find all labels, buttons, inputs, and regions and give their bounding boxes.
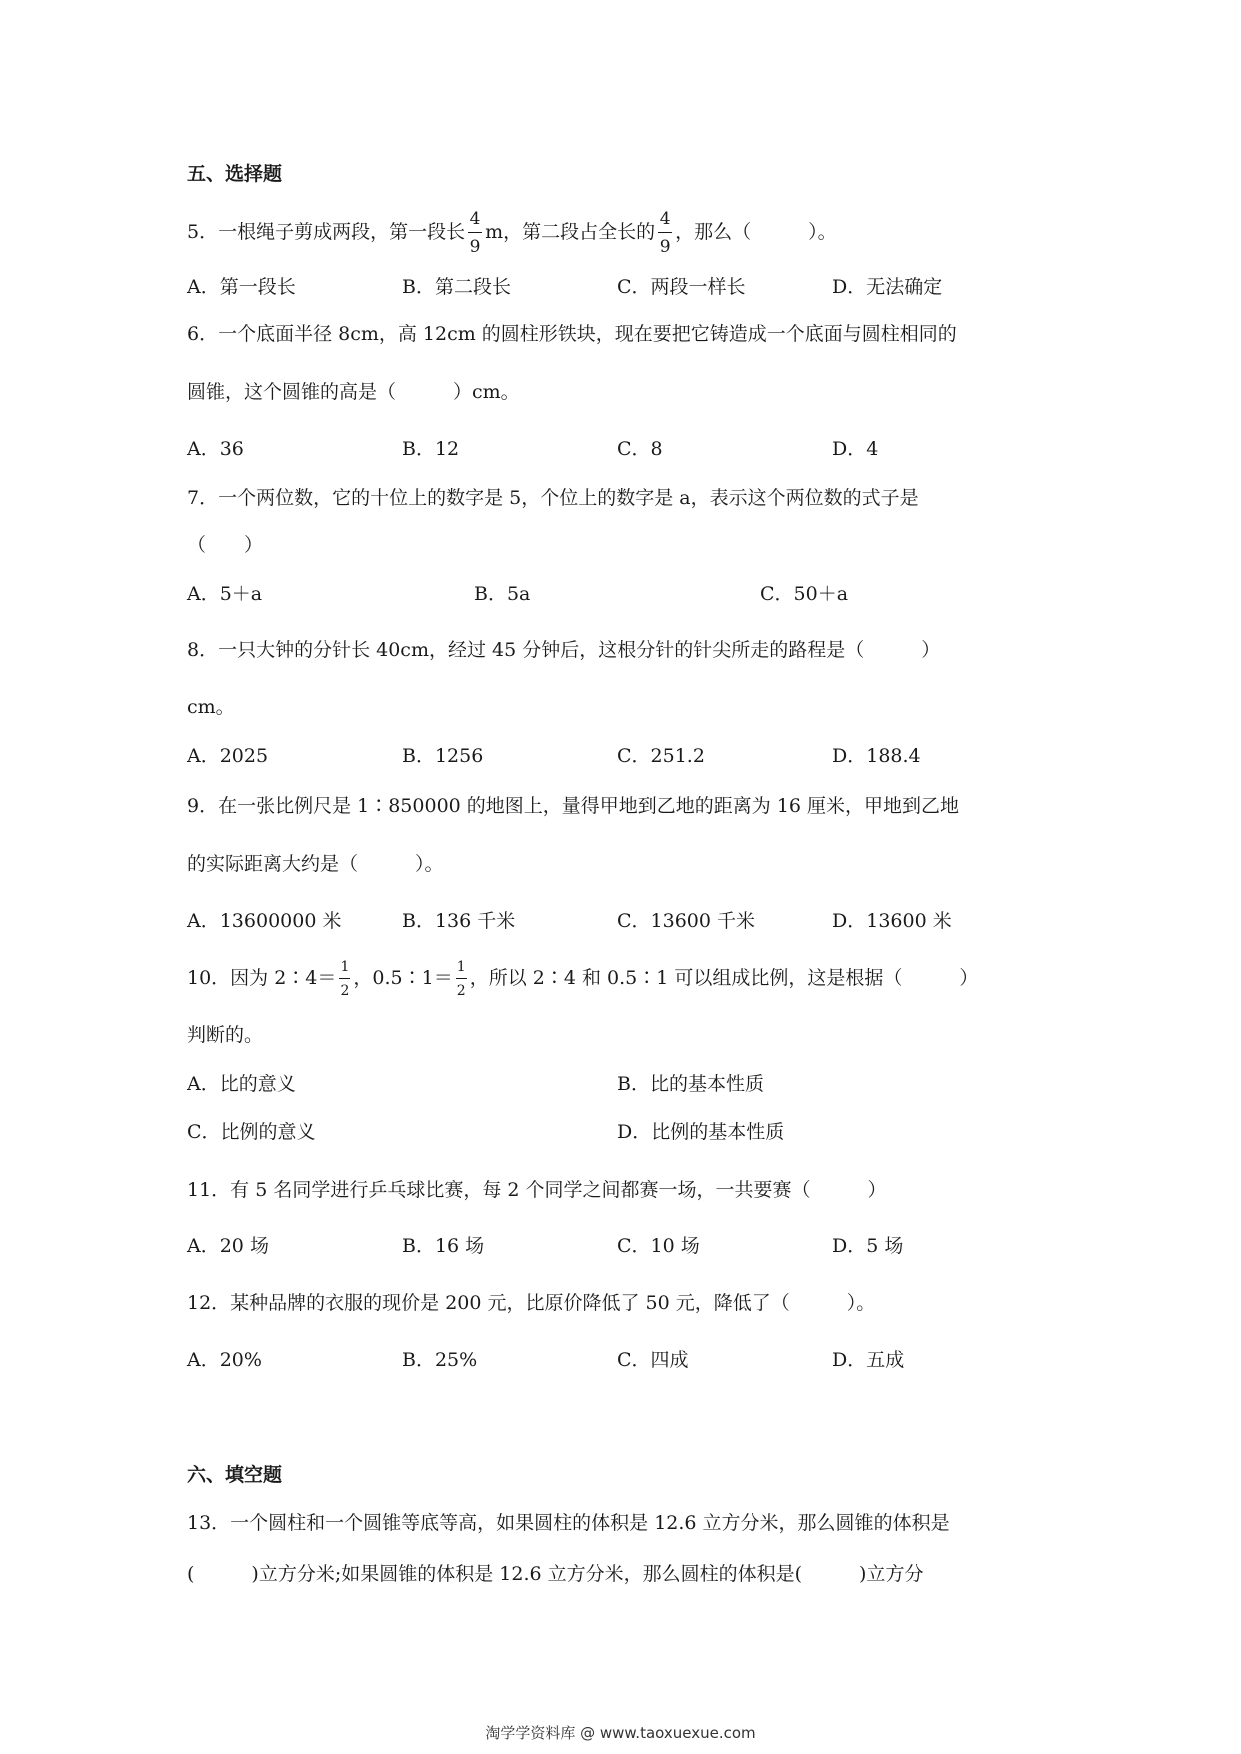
question-10-line1 bbox=[187, 958, 978, 999]
question-9-line1: 9．在一张比例尺是 1∶850000 的地图上，量得甲地到乙地的距离为 16 厘米，甲地到乙地 bbox=[187, 795, 960, 817]
q8-option-b: B．1256 bbox=[402, 745, 484, 767]
q9-option-a: A．13600000 米 bbox=[187, 910, 342, 932]
question-13-line2: ( )立方分米;如果圆锥的体积是 12.6 立方分米，那么圆柱的体积是( )立方分 bbox=[187, 1563, 924, 1585]
q12-option-a: A．20% bbox=[187, 1349, 262, 1371]
q6-option-a: A．36 bbox=[187, 438, 244, 460]
q5-part3: ，那么（ ）。 bbox=[675, 221, 837, 243]
q11-option-c: C．10 场 bbox=[617, 1235, 700, 1257]
q11-option-d: D．5 场 bbox=[832, 1235, 904, 1257]
section-heading-choice: 五、选择题 bbox=[187, 163, 283, 185]
question-11-line1: 11．有 5 名同学进行乒乓球比赛，每 2 个同学之间都赛一场，一共要赛（ ） bbox=[187, 1179, 887, 1201]
q10-part1: 10．因为 2∶4＝ bbox=[187, 967, 337, 989]
q5-option-b: B．第二段长 bbox=[402, 276, 511, 298]
q5-option-a: A．第一段长 bbox=[187, 276, 296, 298]
question-10-line2: 判断的。 bbox=[187, 1024, 264, 1046]
question-13-line1: 13．一个圆柱和一个圆锥等底等高，如果圆柱的体积是 12.6 立方分米，那么圆锥的体积是 bbox=[187, 1512, 950, 1534]
q10-part2: ，0.5∶1＝ bbox=[353, 967, 453, 989]
question-8-line2: cm。 bbox=[187, 696, 235, 718]
q12-option-c: C．四成 bbox=[617, 1349, 689, 1371]
question-12-line1: 12．某种品牌的衣服的现价是 200 元，比原价降低了 50 元，降低了（ ）。 bbox=[187, 1292, 876, 1314]
q10-option-c: C．比例的意义 bbox=[187, 1121, 316, 1143]
question-6-line1: 6．一个底面半径 8cm，高 12cm 的圆柱形铁块，现在要把它铸造成一个底面与圆柱相同的 bbox=[187, 323, 957, 345]
q10-part3: ，所以 2∶4 和 0.5∶1 可以组成比例，这是根据（ ） bbox=[469, 967, 979, 989]
fraction-4-9: $\frac{4}{9}$ bbox=[659, 209, 671, 257]
q6-option-c: C．8 bbox=[617, 438, 663, 460]
fraction-4-9: $\frac{4}{9}$ bbox=[469, 209, 481, 257]
q8-option-d: D．188.4 bbox=[832, 745, 921, 767]
q12-option-b: B．25% bbox=[402, 1349, 478, 1371]
q9-option-c: C．13600 千米 bbox=[617, 910, 756, 932]
q7-option-b: B．5a bbox=[474, 583, 531, 605]
q5-part1: 5．一根绳子剪成两段，第一段长 bbox=[187, 221, 466, 243]
q5-part2: m，第二段占全长的 bbox=[485, 221, 656, 243]
section-heading-fill-blank: 六、填空题 bbox=[187, 1464, 283, 1486]
q6-option-b: B．12 bbox=[402, 438, 460, 460]
q5-option-c: C．两段一样长 bbox=[617, 276, 746, 298]
q7-option-c: C．50＋a bbox=[760, 583, 849, 605]
q7-option-a: A．5＋a bbox=[187, 583, 263, 605]
q6-option-d: D．4 bbox=[832, 438, 879, 460]
q10-option-a: A．比的意义 bbox=[187, 1073, 296, 1095]
q12-option-d: D．五成 bbox=[832, 1349, 905, 1371]
question-9-line2: 的实际距离大约是（ ）。 bbox=[187, 853, 444, 875]
q8-option-c: C．251.2 bbox=[617, 745, 705, 767]
question-7-line1: 7．一个两位数，它的十位上的数字是 5，个位上的数字是 a，表示这个两位数的式子是 bbox=[187, 487, 919, 509]
q10-option-b: B．比的基本性质 bbox=[617, 1073, 764, 1095]
question-6-line2: 圆锥，这个圆锥的高是（ ）cm。 bbox=[187, 381, 520, 403]
q10-option-d: D．比例的基本性质 bbox=[617, 1121, 785, 1143]
question-7-line2: （ ） bbox=[187, 534, 264, 556]
question-5-text bbox=[187, 208, 837, 257]
question-8-line1: 8．一只大钟的分针长 40cm，经过 45 分钟后，这根分针的针尖所走的路程是（ ） bbox=[187, 639, 941, 661]
q5-option-d: D．无法确定 bbox=[832, 276, 943, 298]
fraction-1-2: $\frac{1}{2}$ bbox=[340, 959, 350, 999]
footer-watermark: 淘学学资料库 @ www.taoxuexue.com bbox=[485, 1724, 756, 1742]
q9-option-b: B．136 千米 bbox=[402, 910, 516, 932]
q9-option-d: D．13600 米 bbox=[832, 910, 952, 932]
q11-option-a: A．20 场 bbox=[187, 1235, 269, 1257]
q11-option-b: B．16 场 bbox=[402, 1235, 485, 1257]
q8-option-a: A．2025 bbox=[187, 745, 269, 767]
fraction-1-2: $\frac{1}{2}$ bbox=[456, 959, 466, 999]
